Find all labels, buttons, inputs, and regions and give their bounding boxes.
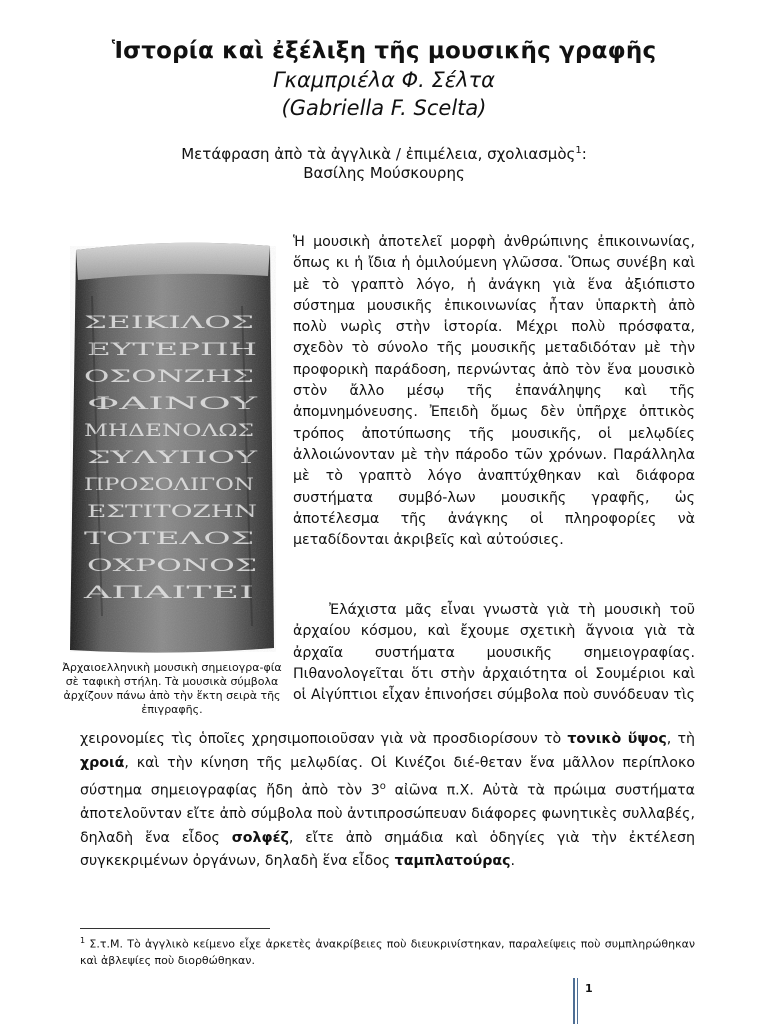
inscription-line: ΦΑΙΝΟΥ [87, 394, 259, 414]
page-number-rule [573, 978, 575, 1024]
inscription-line: ΕΥΤΕΡΠΗ [87, 340, 257, 360]
stele-image [62, 236, 282, 656]
stele-photo [62, 236, 282, 656]
document-title: Ἱστορία καὶ ἐξέλιξη τῆς μουσικῆς γραφῆς [111, 38, 657, 64]
inscription-line: ΠΡΟΣΟΛΙΓΟΝ [84, 475, 255, 495]
footnote [80, 933, 695, 969]
paragraph-2-continued [80, 728, 695, 874]
term-pitch: τονικὸ ὕψος [567, 731, 667, 747]
text-run: αἰῶνα π.Χ. Αὐτὰ τὰ πρώιμα συστήματα ἀποτελοῦνταν εἴτε ἀπὸ σύμβολα ποὺ ἀντιπροσώπευαν διάφορες φωνητικὲς συλλαβές, δηλαδὴ ἕνα εἶδος [80, 782, 695, 846]
inscription-line: ΕΣΤΙΤΟΖΗΝ [87, 502, 258, 522]
page-number-rule-thin [577, 978, 578, 1024]
paragraph-2-start: Ἐλάχιστα μᾶς εἶναι γνωστὰ γιὰ τὴ μουσικὴ τοῦ ἀρχαίου κόσμου, καὶ ἔχουμε σχετικὴ ἄγνοια γιὰ τὰ ἀρχαῖα συστήματα μουσικῆς σημειογραφίας. Πιθανολογεῖται ὅτι στὴν ἀρχαιότητα οἱ Σουμέριοι καὶ οἱ Αἰγύπτιοι εἶχαν ἐπινοήσει σύμβολα ποὺ συνόδευαν τὶς [293, 602, 695, 704]
inscription-line: ΣΕΙΚΙΛΟΣ [84, 313, 254, 333]
inscription-line: ΑΠΑΙΤΕΙ [81, 583, 254, 603]
term-timbre: χροιά [80, 754, 125, 771]
inscription-line: ΟΧΡΟΝΟΣ [87, 556, 257, 576]
credit-text: Μετάφραση ἀπὸ τὰ ἀγγλικὰ / ἐπιμέλεια, σχολιασμὸς [181, 145, 576, 163]
text-run: , τὴ [666, 731, 696, 747]
page-number: 1 [585, 982, 593, 995]
text-run: , εἴτε ἀπὸ σημάδια καὶ ὁδηγίες γιὰ τὴν ἐκτέλεση συγκεκριμένων ὀργάνων, δηλαδὴ ἕνα εἶδος [80, 829, 695, 870]
inscription-line: ΤΟΤΕΛΟΣ [84, 529, 254, 549]
text-run: , καὶ τὴν κίνηση τῆς μελῳδίας. Οἱ Κινέζοι διέ-θεταν ἕνα μᾶλλον περίπλοκο σύστημα σημειογραφίας ἤδη ἀπὸ τὸν 3 [80, 754, 695, 799]
text-run: . [510, 853, 516, 870]
term-tablature: ταμπλατούρας [394, 853, 511, 870]
inscription-line: ΟΣΟΝΖΗΣ [84, 367, 254, 387]
footnote-number: 1 [80, 936, 86, 945]
ordinal-sup: ο [379, 781, 386, 792]
translator-name: Βασίλης Μούσκουρης [303, 164, 465, 182]
figure-caption: Ἀρχαιοελληνικὴ μουσικὴ σημειογρα-φία σὲ ταφικὴ στήλη. Τὰ μουσικὰ σύμβολα ἀρχίζουν πάνω ἀπὸ τὴν ἕκτη σειρὰ τῆς ἐπιγραφῆς. [62, 661, 282, 716]
paragraph-1: Ἡ μουσικὴ ἀποτελεῖ μορφὴ ἀνθρώπινης ἐπικοινωνίας, ὅπως κι ἡ ἴδια ἡ ὁμιλούμενη γλῶσσα. Ὅπως συνέβη καὶ μὲ τὸ γραπτὸ λόγο, ἡ ἀνάγκη γιὰ ἕνα ἀξιόπιστο σύστημα μουσικῆς ἐπικοινωνίας ἦταν ὑπαρκτὴ ἀπὸ πολὺ νωρὶς στὴν ἱστορία. Μέχρι πολὺ πρόσφατα, σχεδὸν τὸ σύνολο τῆς μουσικῆς μεταδιδόταν μὲ τὴν προφορικὴ παράδοση, περνώντας ἀπὸ τὸν ἕνα μουσικὸ στὸν ἄλλο μέσῳ τῆς ἐπανάληψης καὶ τῆς ἀπομνημόνευσης. Ἐπειδὴ ὅμως δὲν ὑπῆρχε ὀπτικὸς τρόπος ἀποτύπωσης τῆς μουσικῆς, οἱ μελῳδίες ἀλλοιώνονταν μὲ τὴν πάροδο τῶν χρόνων. Παράλληλα μὲ τὸ γραπτὸ λόγο ἀναπτύχθηκαν καὶ διάφορα συστήματα συμβό-λων μουσικῆς γραφῆς, ὡς ἀποτέλεσμα τῆς ἀνάγκης οἱ πληροφορίες νὰ μεταδίδονται ἀκριβεῖς καὶ αὐτούσιες. [293, 234, 695, 549]
credit-colon: : [581, 145, 587, 163]
inscription-lines [82, 313, 259, 603]
author-name-latin: (Gabriella F. Scelta) [281, 96, 487, 120]
footnote-text: Σ.τ.Μ. Τὸ ἀγγλικὸ κείμενο εἶχε ἀρκετὲς ἀνακρίβειες ποὺ διευκρινίστηκαν, παραλείψεις ποὺ συμπληρώθηκαν καὶ ἀβλεψίες ποὺ διορθώθηκαν. [80, 937, 695, 967]
inscription-line: ΜΗΔΕΝΟΛΩΣ [84, 421, 254, 441]
footnote-divider [80, 928, 270, 929]
translation-credit [0, 145, 768, 163]
author-name-greek: Γκαμπριέλα Φ. Σέλτα [272, 68, 496, 92]
inscription-line: ΣΥΛΥΠΟΥ [87, 448, 259, 468]
footnote-ref[interactable]: 1 [575, 145, 582, 156]
term-solfege: σολφέζ [231, 829, 289, 846]
text-run: χειρονομίες τὶς ὁποῖες χρησιμοποιοῦσαν γιὰ νὰ προσδιορίσουν τὸ [80, 731, 568, 747]
